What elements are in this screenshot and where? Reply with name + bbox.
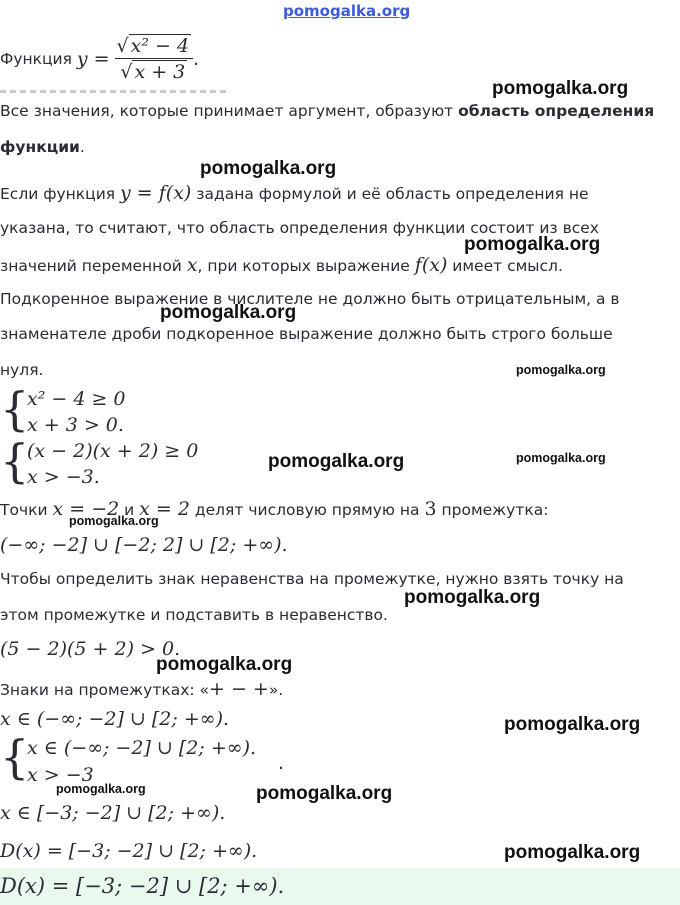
system-brace-2: { xyxy=(0,434,30,488)
paragraph-domain-definition: Все значения, которые принимает аргумент, образуют область определения xyxy=(0,102,655,120)
fraction-numerator: √ x² − 4 xyxy=(115,35,194,59)
paragraph-roots-line3: нуля. xyxy=(0,361,44,379)
function-y: y = xyxy=(76,48,110,70)
system2-line1: (x − 2)(x + 2) ≥ 0 xyxy=(27,440,199,462)
function-formula xyxy=(0,24,199,94)
signs-text: Знаки на промежутках: «+ − +». xyxy=(0,678,284,700)
watermark: pomogalka.org xyxy=(156,654,293,675)
paragraph-roots-line1: Подкоренное выражение в числителе не должно быть отрицательным, а в xyxy=(0,290,620,308)
paragraph-rule-line2: указана, то считают, что область определения функции состоит из всех xyxy=(0,219,599,237)
answer-formula: D(x) = [−3; −2] ∪ [2; +∞). xyxy=(0,874,285,898)
watermark-top: pomogalka.org xyxy=(283,2,411,20)
system3-line2: x > −3 xyxy=(27,764,94,786)
faded-line xyxy=(0,90,230,93)
watermark: pomogalka.org xyxy=(516,451,606,465)
system3-dot: . xyxy=(278,752,285,774)
function-dot: . xyxy=(193,48,200,70)
function-fraction xyxy=(115,35,194,83)
watermark: pomogalka.org xyxy=(69,514,159,528)
paragraph-sign-line1: Чтобы определить знак неравенства на промежутке, нужно взять точку на xyxy=(0,570,624,588)
result-formula-2: x ∈ [−3; −2] ∪ [2; +∞). xyxy=(0,802,226,824)
system2-line2: x > −3. xyxy=(27,466,100,488)
system3-line1: x ∈ (−∞; −2] ∪ [2; +∞). xyxy=(27,737,257,759)
watermark: pomogalka.org xyxy=(504,714,641,735)
watermark: pomogalka.org xyxy=(256,783,393,804)
paragraph-sign-line2: этом промежутке и подставить в неравенство. xyxy=(0,606,388,624)
system1-line1: x² − 4 ≥ 0 xyxy=(27,388,126,410)
result-formula-1: x ∈ (−∞; −2] ∪ [2; +∞). xyxy=(0,708,230,730)
watermark: pomogalka.org xyxy=(464,234,601,255)
watermark: pomogalka.org xyxy=(504,842,641,863)
watermark: pomogalka.org xyxy=(404,587,541,608)
intervals-formula: (−∞; −2] ∪ [−2; 2] ∪ [2; +∞). xyxy=(0,534,288,556)
paragraph-domain-definition-end: функции. xyxy=(0,138,85,156)
answer-box xyxy=(0,868,680,905)
watermark: pomogalka.org xyxy=(200,158,337,179)
points-text: Точки x = −2 и x = 2 делят числовую прямую на 3 промежутка: xyxy=(0,498,549,520)
system-brace-3: { xyxy=(0,730,30,784)
result-formula-3: D(x) = [−3; −2] ∪ [2; +∞). xyxy=(0,840,258,862)
system-brace-1: { xyxy=(0,382,30,436)
function-label: Функция xyxy=(0,50,72,68)
paragraph-rule-line3: значений переменной x, при которых выражение f(x) имеет смысл. xyxy=(0,254,563,276)
paragraph-rule-line1: Если функция y = f(x) задана формулой и её область определения не xyxy=(0,182,589,204)
watermark: pomogalka.org xyxy=(56,782,146,796)
watermark: pomogalka.org xyxy=(492,78,629,99)
fraction-denominator: √ x + 3 xyxy=(120,61,186,83)
system1-line2: x + 3 > 0. xyxy=(27,414,124,436)
watermark: pomogalka.org xyxy=(516,363,606,377)
paragraph-roots-line2: знаменателе дроби подкоренное выражение должно быть строго больше xyxy=(0,325,613,343)
watermark: pomogalka.org xyxy=(160,302,297,323)
watermark: pomogalka.org xyxy=(268,451,405,472)
check-formula: (5 − 2)(5 + 2) > 0. xyxy=(0,638,181,660)
